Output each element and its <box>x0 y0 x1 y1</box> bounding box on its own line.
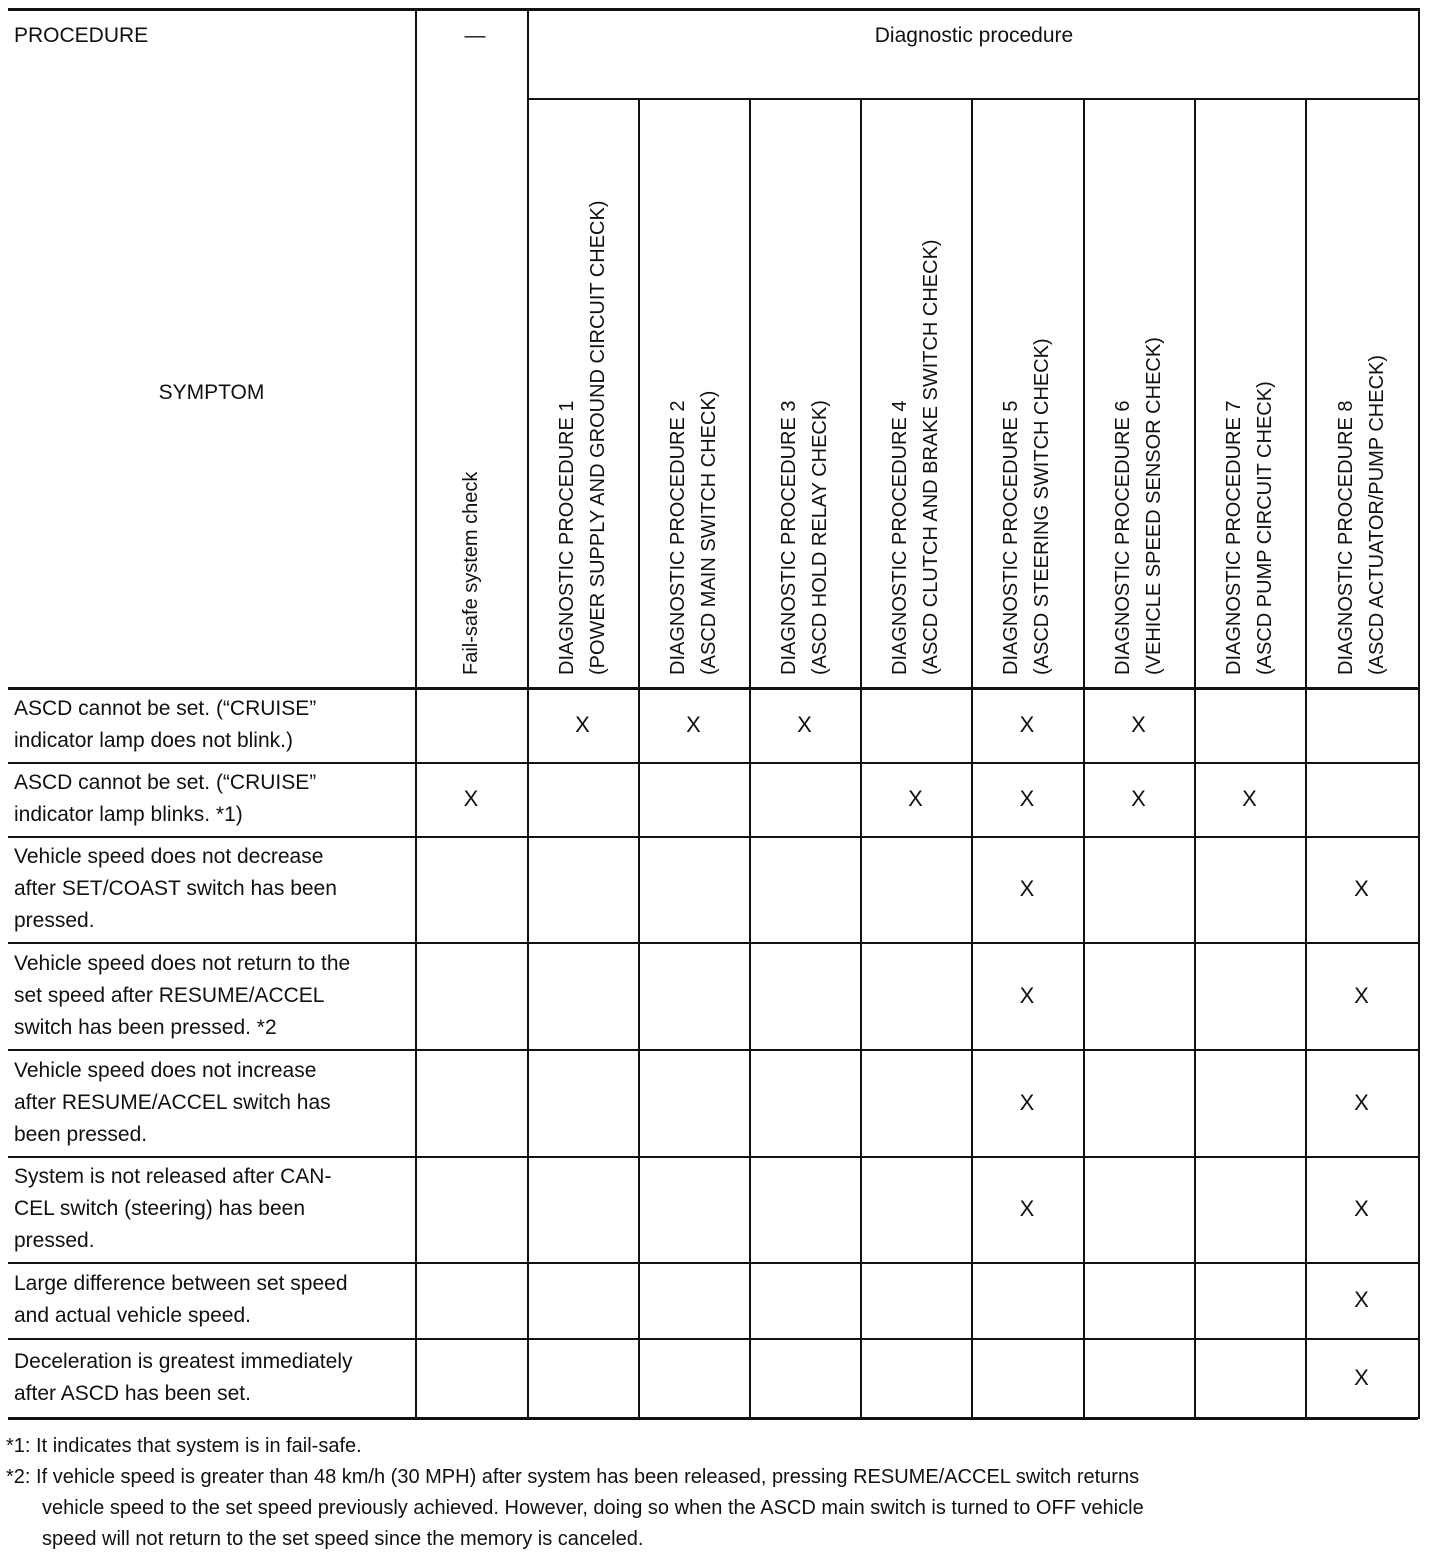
check-mark: X <box>1354 1287 1369 1312</box>
column-header-5 <box>885 239 947 675</box>
column-header-line: (ASCD STEERING SWITCH CHECK) <box>1031 338 1053 675</box>
column-header-line: DIAGNOSTIC PROCEDURE 2 <box>666 400 689 675</box>
symptom-cell <box>14 1346 412 1410</box>
row-divider-line <box>8 762 1418 764</box>
column-divider-line <box>527 8 529 1417</box>
symptom-line: Large difference between set speed <box>14 1272 348 1295</box>
column-header-6 <box>996 338 1058 675</box>
column-header-line: (VEHICLE SPEED SENSOR CHECK) <box>1142 337 1165 675</box>
check-mark: X <box>1242 786 1257 811</box>
column-header-line: Fail-safe system check <box>459 471 482 675</box>
symptom-line: pressed. <box>14 909 95 932</box>
symptom-line: pressed. <box>14 1229 95 1252</box>
footnote-1: *1: It indicates that system is in fail-safe. <box>6 1435 362 1457</box>
column-header-2 <box>552 200 614 675</box>
check-mark: X <box>1019 1089 1035 1115</box>
column-header-7 <box>1108 337 1170 675</box>
symptom-line: Vehicle speed does not decrease <box>14 845 324 868</box>
column-divider-line <box>1194 98 1196 1417</box>
check-mark: X <box>797 711 812 737</box>
symptom-line: and actual vehicle speed. <box>14 1304 251 1327</box>
check-mark: X <box>575 711 590 737</box>
footnote-2-line-2: vehicle speed to the set speed previously achieved. However, doing so when the ASCD main switch is turned to OFF vehicle <box>42 1497 1144 1519</box>
check-mark: X <box>463 786 479 811</box>
column-header-line: (ASCD CLUTCH AND BRAKE SWITCH CHECK) <box>919 239 942 675</box>
header-bottom-border <box>8 687 1418 690</box>
header-diagnostic-procedure: Diagnostic procedure <box>874 24 1074 47</box>
symptom-line: Vehicle speed does not return to the <box>14 951 351 975</box>
row-divider-line <box>8 1338 1418 1340</box>
symptom-line: indicator lamp blinks. *1) <box>14 803 243 826</box>
column-divider-line <box>1305 98 1307 1417</box>
column-header-line: DIAGNOSTIC PROCEDURE 7 <box>1222 400 1245 675</box>
check-mark: X <box>1019 1196 1035 1221</box>
column-header-line: DIAGNOSTIC PROCEDURE 8 <box>1334 400 1357 675</box>
check-mark: X <box>1354 1364 1369 1390</box>
row-divider-line <box>8 1262 1418 1264</box>
symptom-line: after SET/COAST switch has been <box>14 877 337 900</box>
footnote-2-line-3: speed will not return to the set speed since the memory is canceled. <box>42 1528 644 1550</box>
check-mark: X <box>1131 786 1146 811</box>
check-mark: X <box>1354 876 1369 901</box>
column-divider-line <box>860 98 862 1417</box>
table-bottom-border <box>8 1417 1418 1420</box>
symptom-line: ASCD cannot be set. (“CRUISE” <box>14 771 317 794</box>
check-mark: X <box>1354 982 1369 1008</box>
column-header-line: DIAGNOSTIC PROCEDURE 6 <box>1111 400 1134 675</box>
check-mark: X <box>686 711 701 737</box>
row-divider-line <box>8 1049 1418 1051</box>
symptom-cell <box>14 1161 412 1257</box>
symptom-line: Vehicle speed does not increase <box>14 1058 317 1082</box>
table-right-border <box>1418 8 1420 1419</box>
symptom-line: indicator lamp does not blink.) <box>14 728 293 752</box>
column-header-line: (ASCD MAIN SWITCH CHECK) <box>697 390 720 675</box>
column-header-line: DIAGNOSTIC PROCEDURE 5 <box>1000 400 1022 675</box>
symptom-line: switch has been pressed. *2 <box>14 1015 277 1039</box>
symptom-line: System is not released after CAN- <box>14 1165 332 1188</box>
footnote-2-line-1: *2: If vehicle speed is greater than 48 km/h (30 MPH) after system has been released, pressing RESUME/ACCEL switch returns <box>6 1466 1140 1488</box>
symptom-cell <box>14 693 412 757</box>
column-header-line: DIAGNOSTIC PROCEDURE 4 <box>888 400 911 675</box>
row-divider-line <box>8 942 1418 944</box>
column-header-line: (ASCD PUMP CIRCUIT CHECK) <box>1253 381 1276 675</box>
table-top-border <box>8 8 1418 11</box>
column-divider-line <box>415 8 417 1417</box>
symptom-line: been pressed. <box>14 1122 148 1146</box>
column-header-line: (ASCD ACTUATOR/PUMP CHECK) <box>1365 354 1388 675</box>
check-mark: X <box>1354 1196 1369 1221</box>
symptom-cell <box>14 841 412 937</box>
column-header-1 <box>456 472 487 675</box>
check-mark: X <box>1019 876 1035 901</box>
row-divider-line <box>8 836 1418 838</box>
column-header-line: DIAGNOSTIC PROCEDURE 1 <box>555 400 578 675</box>
symptom-cell <box>14 948 412 1044</box>
header-dash: — <box>464 24 486 47</box>
column-header-line: DIAGNOSTIC PROCEDURE 3 <box>777 400 800 675</box>
check-mark: X <box>1019 786 1035 811</box>
header-procedure: PROCEDURE <box>14 24 149 47</box>
column-header-9 <box>1331 355 1393 675</box>
column-header-8 <box>1219 381 1281 675</box>
check-mark: X <box>1019 982 1035 1008</box>
symptom-line: after ASCD has been set. <box>14 1381 251 1405</box>
column-header-line: (ASCD HOLD RELAY CHECK) <box>808 400 831 675</box>
check-mark: X <box>1131 711 1146 737</box>
symptom-line: ASCD cannot be set. (“CRUISE” <box>14 696 317 720</box>
symptom-line: after RESUME/ACCEL switch has <box>14 1090 331 1114</box>
check-mark: X <box>1354 1089 1369 1115</box>
column-divider-line <box>1083 98 1085 1417</box>
header-symptom: SYMPTOM <box>158 381 265 404</box>
symptom-line: CEL switch (steering) has been <box>14 1197 306 1220</box>
column-header-4 <box>774 400 836 675</box>
column-header-3 <box>663 391 725 675</box>
symptom-cell <box>14 1268 412 1332</box>
check-mark: X <box>908 786 923 811</box>
symptom-line: Deceleration is greatest immediately <box>14 1349 353 1373</box>
row-divider-line <box>8 1156 1418 1158</box>
symptom-line: set speed after RESUME/ACCEL <box>14 983 325 1007</box>
symptom-cell <box>14 767 412 831</box>
column-divider-line <box>638 98 640 1417</box>
column-divider-line <box>971 98 973 1417</box>
column-header-line: (POWER SUPPLY AND GROUND CIRCUIT CHECK) <box>586 200 609 675</box>
check-mark: X <box>1019 711 1035 737</box>
symptom-cell <box>14 1055 412 1151</box>
column-divider-line <box>749 98 751 1417</box>
